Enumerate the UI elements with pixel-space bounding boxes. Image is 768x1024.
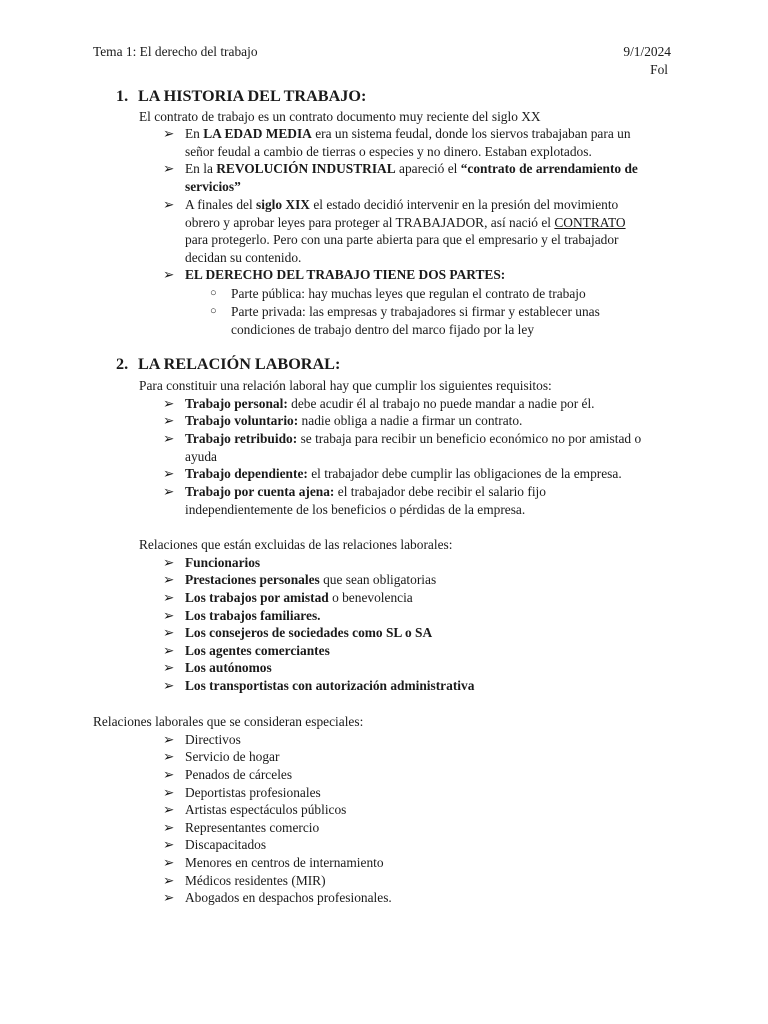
arrow-bullet-icon: ➢ [163, 802, 175, 817]
list-item: ➢ EL DERECHO DEL TRABAJO TIENE DOS PARTES: [163, 267, 506, 282]
list-item: ➢ Directivos [163, 732, 241, 747]
arrow-bullet-icon: ➢ [163, 837, 175, 852]
section2-title: LA RELACIÓN LABORAL: [138, 355, 341, 373]
arrow-bullet-icon: ➢ [163, 732, 175, 747]
header-title: Tema 1: El derecho del trabajo [93, 44, 258, 59]
arrow-bullet-icon: ➢ [163, 126, 175, 141]
list-item: ➢ Los agentes comerciantes [163, 643, 330, 658]
arrow-bullet-icon: ➢ [163, 625, 175, 640]
circle-bullet-icon: ○ [210, 305, 217, 317]
arrow-bullet-icon: ➢ [163, 396, 175, 411]
arrow-bullet-icon: ➢ [163, 660, 175, 675]
circle-bullet-icon: ○ [210, 287, 217, 299]
list-item: ➢ En LA EDAD MEDIA era un sistema feudal, donde los siervos trabajaban para un señor feudal a cambio de tierras o especies y no dinero. Estaban explotados. [163, 126, 631, 159]
arrow-bullet-icon: ➢ [163, 767, 175, 782]
arrow-bullet-icon: ➢ [163, 820, 175, 835]
arrow-bullet-icon: ➢ [163, 643, 175, 658]
arrow-bullet-icon: ➢ [163, 855, 175, 870]
list-item: ➢ Trabajo por cuenta ajena: el trabajador debe recibir el salario fijo independientemente de los beneficios o pérdidas de la empresa. [163, 484, 546, 517]
list-item: ➢ Los autónomos [163, 660, 272, 675]
header-date: 9/1/2024 [623, 44, 671, 59]
section2-intro: Para constituir una relación laboral hay que cumplir los siguientes requisitos: [139, 378, 552, 393]
list-item: ○ Parte pública: hay muchas leyes que regulan el contrato de trabajo [210, 286, 586, 301]
list-item: ➢ Los trabajos por amistad o benevolencia [163, 590, 413, 605]
list-item: ➢ Trabajo dependiente: el trabajador debe cumplir las obligaciones de la empresa. [163, 466, 622, 481]
section2-number: 2. [116, 355, 129, 373]
list-item: ➢ Médicos residentes (MIR) [163, 873, 326, 888]
section1-title: LA HISTORIA DEL TRABAJO: [138, 87, 367, 105]
list-item: ➢ Deportistas profesionales [163, 785, 321, 800]
arrow-bullet-icon: ➢ [163, 572, 175, 587]
excluded-intro: Relaciones que están excluidas de las relaciones laborales: [139, 537, 453, 552]
arrow-bullet-icon: ➢ [163, 484, 175, 499]
list-item: ➢ Trabajo retribuido: se trabaja para recibir un beneficio económico no por amistad o ayuda [163, 431, 642, 464]
list-item: ➢ Abogados en despachos profesionales. [163, 890, 392, 905]
section1-heading [116, 88, 366, 106]
list-item: ➢ Representantes comercio [163, 820, 320, 835]
list-item: ➢ En la REVOLUCIÓN INDUSTRIAL apareció el “contrato de arrendamiento de servicios” [163, 161, 638, 194]
list-item: ➢ Prestaciones personales que sean obligatorias [163, 572, 437, 587]
list-item: ➢ Trabajo voluntario: nadie obliga a nadie a firmar un contrato. [163, 413, 523, 428]
arrow-bullet-icon: ➢ [163, 873, 175, 888]
list-item: ➢ Funcionarios [163, 555, 261, 570]
special-intro: Relaciones laborales que se consideran especiales: [93, 714, 364, 729]
arrow-bullet-icon: ➢ [163, 890, 175, 905]
list-item: ➢ Penados de cárceles [163, 767, 293, 782]
arrow-bullet-icon: ➢ [163, 413, 175, 428]
list-item: ➢ Artistas espectáculos públicos [163, 802, 347, 817]
arrow-bullet-icon: ➢ [163, 466, 175, 481]
section1-number: 1. [116, 87, 129, 105]
section2-heading [116, 356, 340, 374]
arrow-bullet-icon: ➢ [163, 267, 175, 282]
arrow-bullet-icon: ➢ [163, 197, 175, 212]
list-item: ➢ Los consejeros de sociedades como SL o SA [163, 625, 433, 640]
list-item: ➢ A finales del siglo XIX el estado decidió intervenir en la presión del movimiento obrero y aprobar leyes para proteger al TRABAJADOR, así nació el CONTRATO para protegerlo. Pero con una parte abierta para que el empresario y el trabajador decidan su contenido. [163, 197, 626, 265]
arrow-bullet-icon: ➢ [163, 749, 175, 764]
list-item: ➢ Discapacitados [163, 837, 267, 852]
arrow-bullet-icon: ➢ [163, 431, 175, 446]
arrow-bullet-icon: ➢ [163, 678, 175, 693]
list-item: ➢ Trabajo personal: debe acudir él al trabajo no puede mandar a nadie por él. [163, 396, 595, 411]
arrow-bullet-icon: ➢ [163, 555, 175, 570]
arrow-bullet-icon: ➢ [163, 161, 175, 176]
list-item: ➢ Menores en centros de internamiento [163, 855, 384, 870]
arrow-bullet-icon: ➢ [163, 785, 175, 800]
arrow-bullet-icon: ➢ [163, 590, 175, 605]
list-item: ➢ Servicio de hogar [163, 749, 280, 764]
list-item: ➢ Los trabajos familiares. [163, 608, 321, 623]
header-subject: Fol [650, 62, 668, 77]
list-item: ○ Parte privada: las empresas y trabajadores si firmar y establecer unas condiciones de trabajo dentro del marco fijado por la ley [210, 304, 600, 337]
list-item: ➢ Los transportistas con autorización administrativa [163, 678, 475, 693]
arrow-bullet-icon: ➢ [163, 608, 175, 623]
section1-intro: El contrato de trabajo es un contrato documento muy reciente del siglo XX [139, 109, 541, 124]
